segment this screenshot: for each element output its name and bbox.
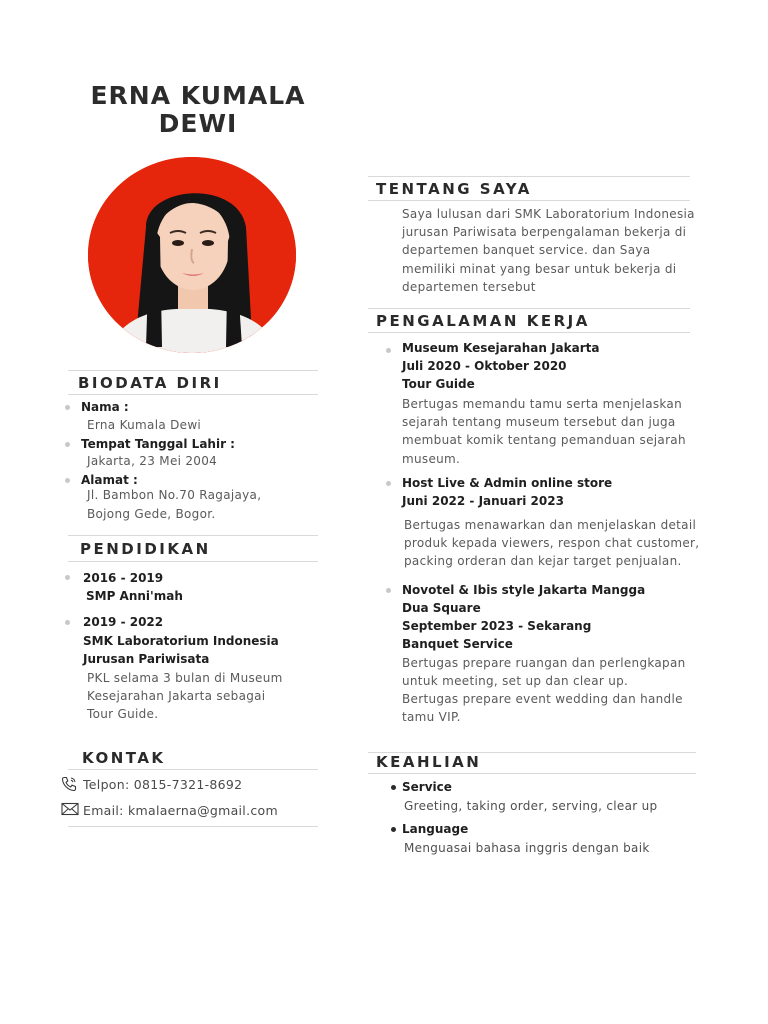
- job-1-desc-line-4: museum.: [402, 452, 461, 466]
- tentang-line-3: departemen banquet service. dan Saya: [402, 243, 651, 257]
- edu-1-years: 2016 - 2019: [83, 571, 164, 585]
- bullet: [65, 620, 70, 625]
- kontak-bottom-rule: [68, 826, 318, 827]
- job-3-place-line-2: Dua Square: [402, 601, 481, 615]
- skill-2-name: Language: [402, 822, 469, 836]
- biodata-birth-label: Tempat Tanggal Lahir :: [81, 437, 235, 451]
- pengalaman-top-rule: [368, 308, 690, 309]
- bullet: [65, 405, 70, 410]
- biodata-top-rule: [68, 370, 318, 371]
- bullet: [386, 348, 391, 353]
- name-line-2: DEWI: [158, 109, 238, 138]
- pendidikan-section-title: PENDIDIKAN: [80, 540, 211, 558]
- name-line-1: ERNA KUMALA: [90, 81, 306, 110]
- biodata-name-label: Nama :: [81, 400, 129, 414]
- skill-1-desc: Greeting, taking order, serving, clear up: [404, 799, 658, 813]
- bullet: [65, 575, 70, 580]
- edu-2-school: SMK Laboratorium Indonesia: [83, 634, 279, 648]
- tentang-section-title: TENTANG SAYA: [376, 180, 532, 198]
- biodata-birth-value: Jakarta, 23 Mei 2004: [87, 454, 218, 468]
- job-1-desc-line-3: membuat komik tentang pemanduan sejarah: [402, 433, 686, 447]
- keahlian-bottom-rule: [368, 773, 696, 774]
- bullet: [65, 442, 70, 447]
- tentang-line-1: Saya lulusan dari SMK Laboratorium Indonesia: [402, 207, 695, 221]
- profile-portrait: [88, 157, 296, 353]
- job-3-place-line-1: Novotel & Ibis style Jakarta Mangga: [402, 583, 646, 597]
- kontak-rule: [68, 769, 318, 770]
- tentang-line-4: memiliki minat yang besar untuk bekerja di: [402, 262, 677, 276]
- bullet: [65, 478, 70, 483]
- job-3-period: September 2023 - Sekarang: [402, 619, 592, 633]
- bullet: [391, 827, 396, 832]
- edu-2-desc-line-3: Tour Guide.: [87, 707, 159, 721]
- edu-1-school: SMP Anni'mah: [86, 589, 183, 603]
- biodata-address-line-1: Jl. Bambon No.70 Ragajaya,: [87, 488, 262, 502]
- job-3-role: Banquet Service: [402, 637, 513, 651]
- pengalaman-section-title: PENGALAMAN KERJA: [376, 312, 590, 330]
- job-2-place: Host Live & Admin online store: [402, 476, 613, 490]
- job-2-desc-line-2: produk kepada viewers, respon chat customer,: [404, 536, 700, 550]
- job-1-place: Museum Kesejarahan Jakarta: [402, 341, 600, 355]
- job-3-desc-line-3: Bertugas prepare event wedding dan handle: [402, 692, 683, 706]
- skill-2-desc: Menguasai bahasa inggris dengan baik: [404, 841, 650, 855]
- tentang-top-rule: [368, 176, 690, 177]
- bullet: [386, 588, 391, 593]
- tentang-line-2: jurusan Pariwisata berpengalaman bekerja di: [402, 225, 687, 239]
- job-3-desc-line-2: untuk meeting, set up dan clear up.: [402, 674, 629, 688]
- job-3-desc-line-4: tamu VIP.: [402, 710, 461, 724]
- biodata-bottom-rule: [68, 394, 318, 395]
- bullet: [391, 785, 396, 790]
- tentang-line-5: departemen tersebut: [402, 280, 536, 294]
- kontak-phone[interactable]: Telpon: 0815-7321-8692: [83, 777, 243, 792]
- job-1-period: Juli 2020 - Oktober 2020: [402, 359, 567, 373]
- tentang-bottom-rule: [368, 200, 690, 201]
- job-1-desc-line-2: sejarah tentang museum tersebut dan juga: [402, 415, 676, 429]
- biodata-name-value: Erna Kumala Dewi: [87, 418, 202, 432]
- profile-photo: [88, 157, 296, 353]
- pendidikan-bottom-rule: [68, 561, 318, 562]
- mail-icon: [61, 802, 79, 816]
- biodata-section-title: BIODATA DIRI: [78, 374, 222, 392]
- keahlian-section-title: KEAHLIAN: [376, 753, 482, 771]
- bullet: [386, 481, 391, 486]
- biodata-address-line-2: Bojong Gede, Bogor.: [87, 507, 216, 521]
- edu-2-desc-line-1: PKL selama 3 bulan di Museum: [87, 671, 283, 685]
- biodata-address-label: Alamat :: [81, 473, 138, 487]
- job-2-desc-line-3: packing orderan dan kejar target penjualan.: [404, 554, 682, 568]
- job-1-desc-line-1: Bertugas memandu tamu serta menjelaskan: [402, 397, 682, 411]
- skill-1-name: Service: [402, 780, 452, 794]
- pengalaman-bottom-rule: [368, 332, 690, 333]
- kontak-email[interactable]: Email: kmalaerna@gmail.com: [83, 803, 278, 818]
- phone-icon: [61, 776, 77, 792]
- kontak-section-title: KONTAK: [82, 749, 166, 767]
- resume-name: [60, 82, 336, 138]
- job-1-role: Tour Guide: [402, 377, 475, 391]
- edu-2-desc-line-2: Kesejarahan Jakarta sebagai: [87, 689, 266, 703]
- job-2-period: Juni 2022 - Januari 2023: [402, 494, 564, 508]
- pendidikan-top-rule: [68, 535, 318, 536]
- job-2-desc-line-1: Bertugas menawarkan dan menjelaskan detail: [404, 518, 697, 532]
- edu-2-years: 2019 - 2022: [83, 615, 164, 629]
- job-3-desc-line-1: Bertugas prepare ruangan dan perlengkapan: [402, 656, 686, 670]
- edu-2-major: Jurusan Pariwisata: [83, 652, 210, 666]
